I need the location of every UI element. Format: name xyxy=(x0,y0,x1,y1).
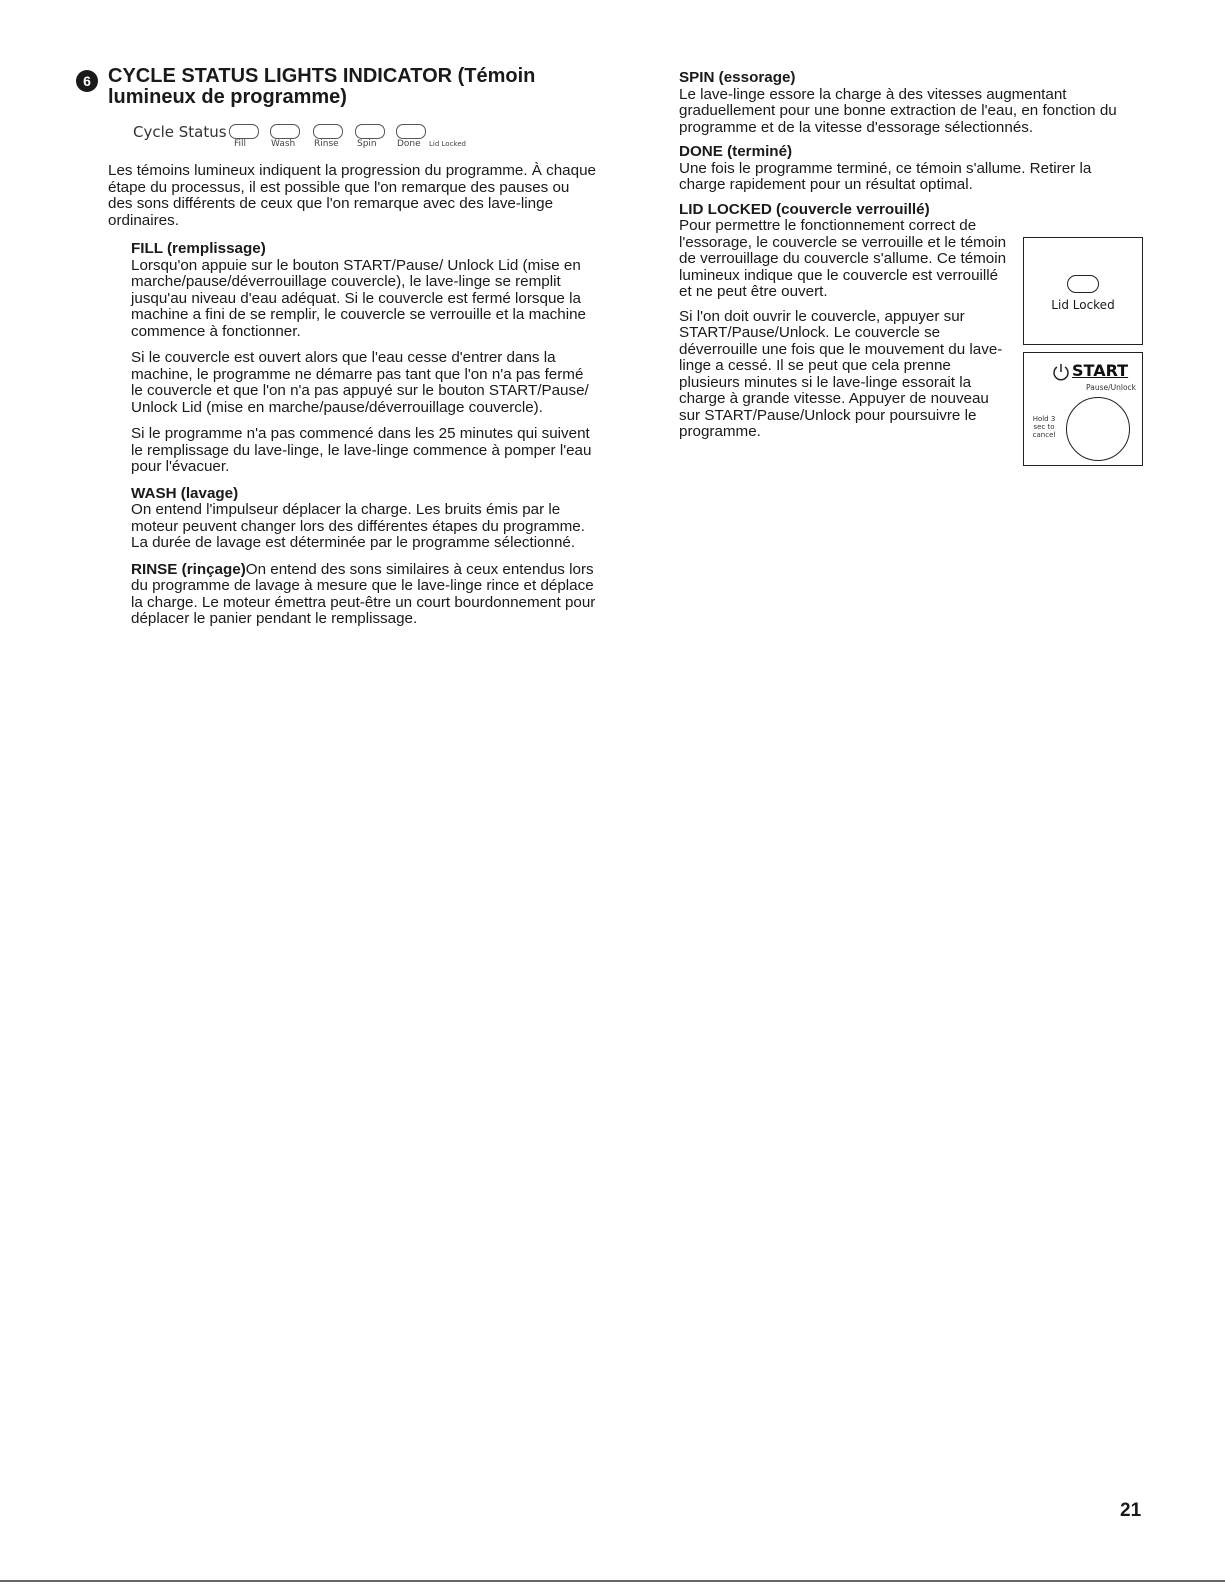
intro-paragraph: Les témoins lumineux indiquent la progression du programme. À chaque étape du processus, il est possible que l'on remarque des pauses ou des sons différents de ceux que l'on remarque avec des lave-linge ordinaires. xyxy=(108,162,596,229)
spin-paragraph: Le lave-linge essore la charge à des vitesses augmentant graduellement pour une bonne extraction de l'eau, en fonction du programme et de la vitesse d'essorage sélectionnés. xyxy=(679,85,1117,136)
step-label-rinse: Rinse xyxy=(314,139,339,149)
power-icon xyxy=(1052,363,1070,381)
hold-to-cancel-label: Hold 3 sec to cancel xyxy=(1032,415,1056,439)
done-section xyxy=(679,144,1134,194)
cycle-status-panel xyxy=(133,118,493,154)
rinse-paragraph xyxy=(131,562,598,628)
footer-rule xyxy=(0,1580,1225,1582)
lid-locked-heading: LID LOCKED (couvercle verrouillé) xyxy=(679,200,930,218)
lid-locked-small-label: Lid Locked xyxy=(429,140,466,148)
wash-section xyxy=(131,486,598,552)
fill-indicator-icon xyxy=(229,124,259,139)
pause-unlock-label: Pause/Unlock xyxy=(1086,383,1136,392)
fill-paragraph-2: Si le couvercle est ouvert alors que l'eau cesse d'entrer dans la machine, le programme ne démarre pas tant que l'on n'a pas fermé le couvercle et que l'on n'a pas appuyé sur le bouton START/Pause/ Unlock Lid (mise en marche/pause/déverrouillage couvercle). xyxy=(131,349,589,416)
lid-locked-paragraph-2: Si l'on doit ouvrir le couvercle, appuyer sur START/Pause/Unlock. Le couvercle se déverrouille une fois que le mouvement du lave-linge a cessé. Il se peut que cela prenne plusieurs minutes si le lave-linge essorait la charge à grande vitesse. Appuyer de nouveau sur START/Pause/Unlock pour poursuivre le programme. xyxy=(679,307,1003,440)
step-label-fill: Fill xyxy=(234,139,247,149)
page-number: 21 xyxy=(1120,1500,1142,1521)
wash-paragraph: On entend l'impulseur déplacer la charge. Les bruits émis par le moteur peuvent changer lors des différentes étapes du programme. La durée de lavage est déterminée par le programme sélectionné. xyxy=(131,501,585,551)
lid-locked-light-icon xyxy=(1067,275,1099,293)
section-number-badge: 6 xyxy=(76,70,98,92)
section-header xyxy=(76,66,596,108)
lid-locked-paragraph-1: Pour permettre le fonctionnement correct de l'essorage, le couvercle se verrouille et le témoin de verrouillage du couvercle s'allume. Ce témoin lumineux indique que le couvercle est verrouillé et ne peut être ouvert. xyxy=(679,217,1007,300)
rinse-indicator-icon xyxy=(313,124,343,139)
rinse-heading: RINSE (rinçage) xyxy=(131,560,246,578)
lid-locked-figure-label: Lid Locked xyxy=(1051,298,1115,312)
cycle-status-label: Cycle Status xyxy=(133,123,227,141)
spin-section xyxy=(679,70,1134,136)
done-indicator-icon xyxy=(396,124,426,139)
spin-heading: SPIN (essorage) xyxy=(679,69,796,86)
spin-indicator-icon xyxy=(355,124,385,139)
section-title: CYCLE STATUS LIGHTS INDICATOR (Témoin lumineux de programme) xyxy=(108,65,536,108)
step-label-done: Done xyxy=(397,139,421,149)
rinse-section xyxy=(131,562,598,628)
wash-indicator-icon xyxy=(270,124,300,139)
rinse-text: On entend des sons similaires à ceux entendus lors du programme de lavage à mesure que le lave-linge rince et déplace la charge. Le moteur émettra peut-être un court bourdonnement pour déplacer le panier pendant le remplissage. xyxy=(131,560,596,627)
step-label-spin: Spin xyxy=(357,139,377,149)
done-heading: DONE (terminé) xyxy=(679,143,793,160)
fill-paragraph-1: Lorsqu'on appuie sur le bouton START/Pause/ Unlock Lid (mise en marche/pause/déverrouillage couvercle), le lave-linge se remplit jusqu'au niveau d'eau adéquat. Si le couvercle est fermé lorsque la machine a fini de se remplir, le couvercle se verrouille et la machine commence à fonctionner. xyxy=(131,256,586,340)
start-button-circle-icon xyxy=(1066,397,1130,461)
start-figure-label: START xyxy=(1072,361,1129,380)
step-label-wash: Wash xyxy=(271,139,296,149)
wash-heading: WASH (lavage) xyxy=(131,484,239,502)
fill-paragraph-3: Si le programme n'a pas commencé dans les 25 minutes qui suivent le remplissage du lave-linge, le lave-linge commence à pomper l'eau pour l'évacuer. xyxy=(131,425,592,475)
fill-heading: FILL (remplissage) xyxy=(131,240,266,257)
done-paragraph: Une fois le programme terminé, ce témoin s'allume. Retirer la charge rapidement pour un résultat optimal. xyxy=(679,159,1092,193)
fill-section xyxy=(131,241,598,476)
lid-locked-figure xyxy=(1023,237,1143,345)
left-column xyxy=(108,163,598,638)
start-button-figure xyxy=(1023,352,1143,466)
